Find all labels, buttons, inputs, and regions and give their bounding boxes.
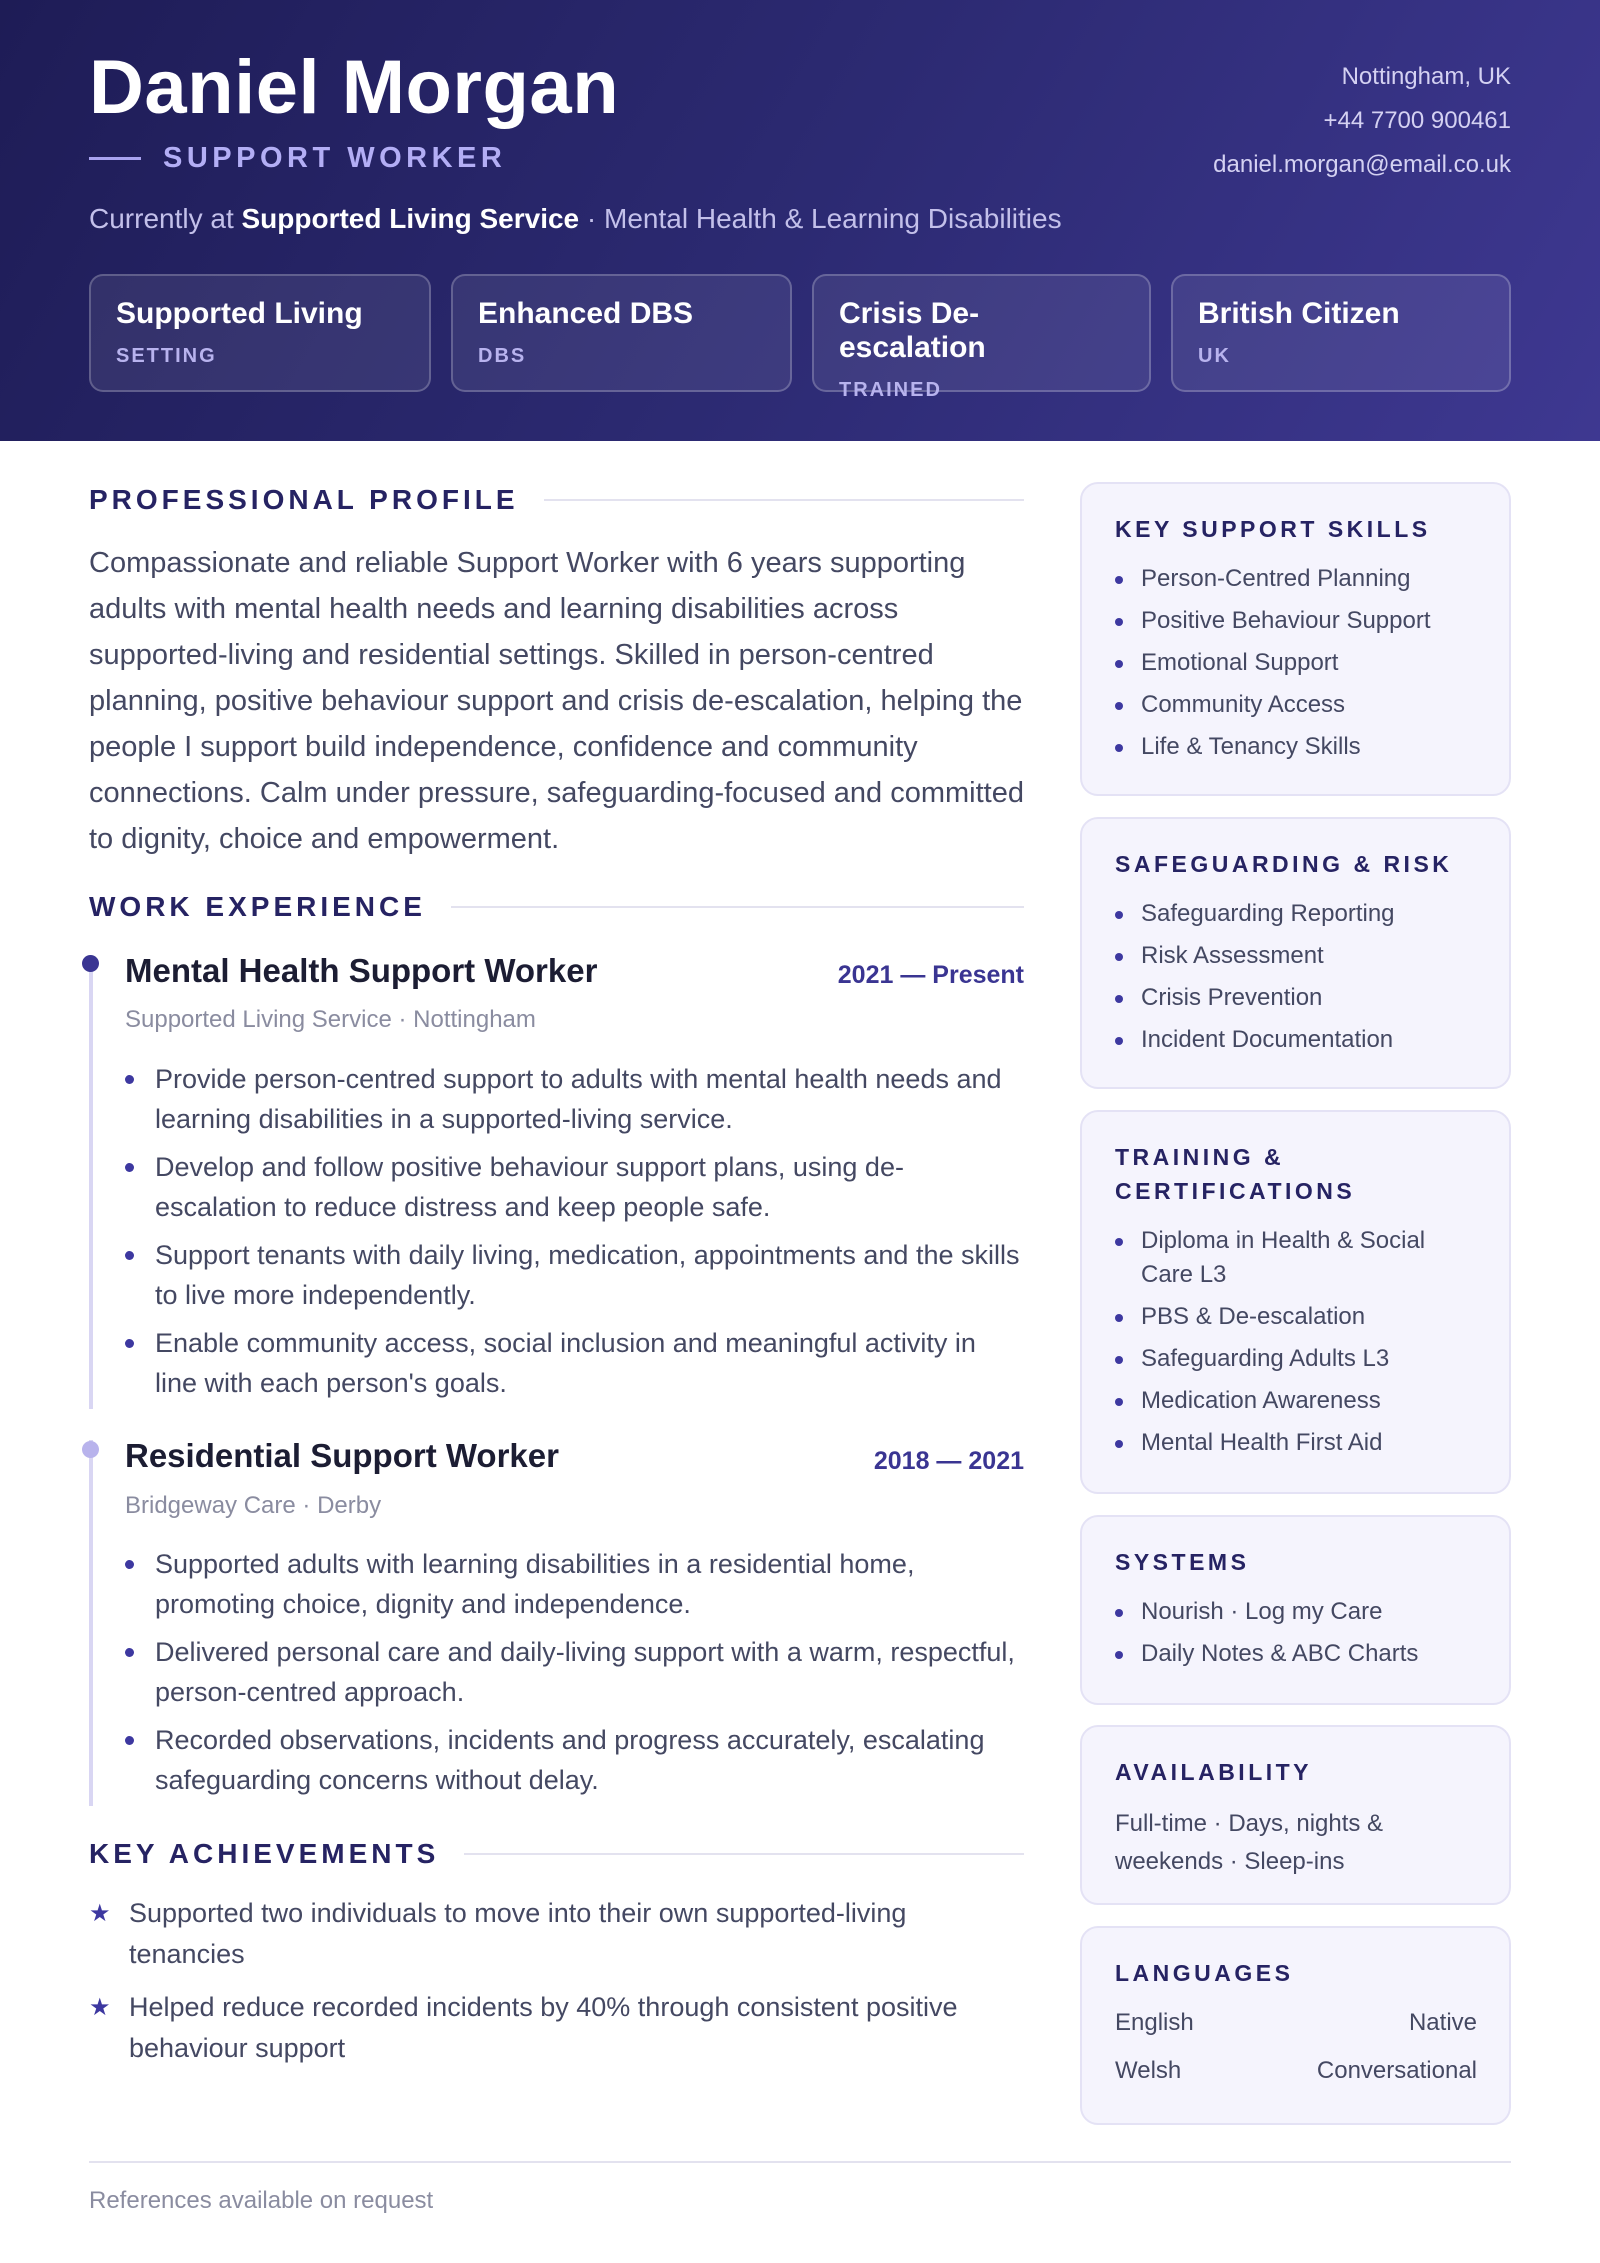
timeline-line [89,1440,93,1806]
chip-subtitle: DBS [478,345,527,367]
references-note: References available on request [89,2187,434,2214]
chip-title: Enhanced DBS [478,297,694,330]
list-item: Safeguarding Reporting [1115,897,1477,931]
timeline-dot-past [82,1441,99,1458]
contact-phone[interactable]: +44 7700 900461 [1323,107,1511,134]
card-title: KEY SUPPORT SKILLS [1115,516,1431,542]
section-heading-achievements [89,1838,1024,1870]
contact-location: Nottingham, UK [1341,63,1511,90]
list-item: Positive Behaviour Support [1115,604,1477,638]
card-title: AVAILABILITY [1115,1759,1313,1785]
list-item: Develop and follow positive behaviour support plans, using de-escalation to reduce distress and keep people safe. [125,1147,1025,1227]
list-item: Support tenants with daily living, medication, appointments and the skills to live more independently. [125,1235,1025,1315]
star-icon: ★ [89,1994,111,2021]
star-icon: ★ [89,1900,111,1927]
current-organisation: Supported Living Service [241,203,580,234]
footer-divider [89,2161,1511,2163]
list-item: Recorded observations, incidents and progress accurately, escalating safeguarding concerns without delay. [125,1720,1025,1800]
card-training [1080,1110,1511,1494]
card-systems [1080,1515,1511,1705]
list-item: Diploma in Health & Social Care L3 [1115,1224,1477,1292]
skills-list [1115,562,1477,764]
role-accent-line [89,157,141,160]
role-row [89,142,506,175]
job-organisation: Bridgeway Care · Derby [125,1492,382,1519]
job-title: Mental Health Support Worker [125,952,598,989]
list-item: Enable community access, social inclusion and meaningful activity in line with each person's goals. [125,1323,1025,1403]
job-dates: 2021 — Present [837,961,1024,989]
card-title: LANGUAGES [1115,1960,1294,1986]
list-item: Risk Assessment [1115,939,1477,973]
chip-title: British Citizen [1198,297,1400,330]
card-title: SAFEGUARDING & RISK [1115,851,1453,877]
job-duties-list [125,1544,1025,1808]
chip-training [812,274,1151,401]
chip-citizenship [1171,274,1511,392]
list-item: Incident Documentation [1115,1023,1477,1057]
achievement-text: Supported two individuals to move into their own supported-living tenancies [129,1898,907,1969]
card-languages [1080,1926,1511,2125]
language-level: Native [1408,2009,1477,2036]
profile-summary: Compassionate and reliable Support Worker with 6 years supporting adults with mental health needs and learning disabilities across supported-living and residential settings. Skilled in person-centred planning, positive behaviour support and crisis de-escalation, helping the people I support build independence, confidence and community connections. Calm under pressure, safeguarding-focused and committed to dignity, choice and empowerment. [89,547,1024,855]
list-item: Delivered personal care and daily-living support with a warm, respectful, person-centred approach. [125,1632,1025,1712]
list-item: Medication Awareness [1115,1384,1477,1418]
list-item [89,1987,1024,2069]
language-row [1115,2006,1477,2040]
training-list [1115,1224,1477,1460]
current-position [89,203,1062,235]
list-item: Community Access [1115,688,1477,722]
chip-subtitle: TRAINED [839,379,942,401]
section-divider [451,906,1024,908]
list-item: Nourish · Log my Care [1115,1595,1477,1629]
list-item: Person-Centred Planning [1115,562,1477,596]
card-safeguarding [1080,817,1511,1089]
candidate-name: Daniel Morgan [89,45,620,130]
timeline-dot-current [82,955,99,972]
section-heading-experience [89,891,1024,923]
job-organisation: Supported Living Service · Nottingham [125,1006,536,1033]
current-prefix: Currently at [89,203,234,234]
contact-details [1213,55,1511,187]
section-heading-profile [89,484,1024,516]
systems-list [1115,1595,1477,1671]
chip-title: Crisis De-escalation [839,297,986,364]
list-item: Daily Notes & ABC Charts [1115,1637,1477,1671]
safeguarding-list [1115,897,1477,1057]
list-item: PBS & De-escalation [1115,1300,1477,1334]
section-title: PROFESSIONAL PROFILE [89,484,519,515]
card-title: TRAINING & CERTIFICATIONS [1115,1144,1356,1204]
achievement-text: Helped reduce recorded incidents by 40% through consistent positive behaviour support [129,1992,958,2063]
section-divider [544,499,1024,501]
timeline-line [89,963,93,1409]
list-item: Life & Tenancy Skills [1115,730,1477,764]
role-title: SUPPORT WORKER [163,142,507,174]
job-dates: 2018 — 2021 [873,1447,1024,1475]
section-title: WORK EXPERIENCE [89,891,426,922]
availability-text: Full-time · Days, nights & weekends · Sleep-ins [1115,1810,1384,1875]
language-level: Conversational [1316,2057,1477,2084]
list-item: Supported adults with learning disabilities in a residential home, promoting choice, dignity and independence. [125,1544,1025,1624]
job-title: Residential Support Worker [125,1437,559,1474]
chip-title: Supported Living [116,297,363,330]
list-item: Emotional Support [1115,646,1477,680]
card-key-skills [1080,482,1511,796]
chip-setting [89,274,431,392]
card-availability [1080,1725,1511,1905]
language-name: English [1115,2009,1194,2036]
section-divider [464,1853,1024,1855]
highlight-chips [89,274,1511,401]
list-item: Mental Health First Aid [1115,1426,1477,1460]
achievements-list [89,1893,1024,2081]
chip-subtitle: SETTING [116,345,217,367]
language-name: Welsh [1115,2057,1182,2084]
job-duties-list [125,1059,1025,1411]
chip-subtitle: UK [1198,345,1231,367]
current-specialism: · Mental Health & Learning Disabilities [586,203,1062,234]
list-item: Crisis Prevention [1115,981,1477,1015]
list-item [89,1893,1024,1975]
card-title: SYSTEMS [1115,1549,1250,1575]
list-item: Provide person-centred support to adults with mental health needs and learning disabilities in a supported-living service. [125,1059,1025,1139]
language-row [1115,2054,1477,2088]
contact-email[interactable]: daniel.morgan@email.co.uk [1213,151,1511,178]
list-item: Safeguarding Adults L3 [1115,1342,1477,1376]
section-title: KEY ACHIEVEMENTS [89,1838,440,1869]
chip-dbs [451,274,792,392]
resume-header [0,0,1600,441]
